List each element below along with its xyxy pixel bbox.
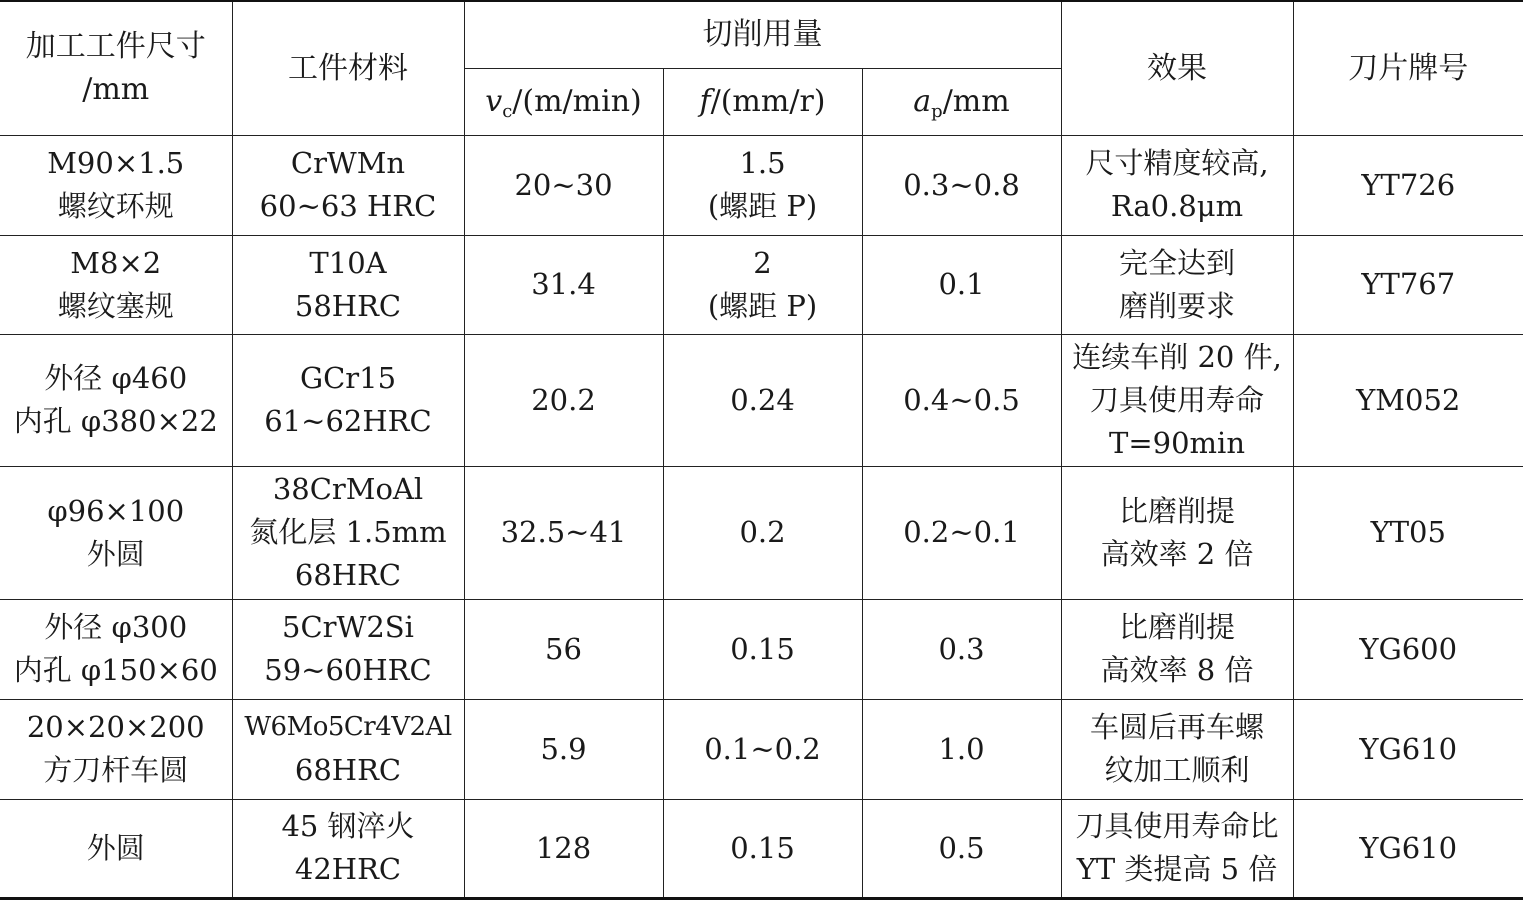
- cell-insert-grade: YM052: [1293, 334, 1523, 466]
- header-insert-grade: 刀片牌号: [1293, 1, 1523, 135]
- cell-material: W6Mo5Cr4V2Al 68HRC: [232, 699, 464, 799]
- cell-material: GCr15 61~62HRC: [232, 334, 464, 466]
- table-row: [0, 599, 1523, 699]
- cell-effect: 比磨削提 高效率 2 倍: [1061, 466, 1293, 599]
- cell-size: 外径 φ300 内孔 φ150×60: [0, 599, 232, 699]
- cell-material: T10A 58HRC: [232, 235, 464, 334]
- cell-material: 5CrW2Si 59~60HRC: [232, 599, 464, 699]
- cell-size: 20×20×200 方刀杆车圆: [0, 699, 232, 799]
- cell-feed: 0.24: [663, 334, 862, 466]
- cell-size: M90×1.5 螺纹环规: [0, 135, 232, 235]
- cell-effect: 刀具使用寿命比 YT 类提高 5 倍: [1061, 799, 1293, 898]
- cell-insert-grade: YG610: [1293, 799, 1523, 898]
- table-row: [0, 334, 1523, 466]
- cell-size: φ96×100 外圆: [0, 466, 232, 599]
- cell-depth-of-cut: 0.5: [862, 799, 1061, 898]
- cell-feed: 0.15: [663, 599, 862, 699]
- table-row: [0, 799, 1523, 898]
- header-cutting-parameters: 切削用量: [464, 1, 1061, 68]
- header-workpiece-size: 加工工件尺寸 /mm: [0, 1, 232, 135]
- cell-insert-grade: YT05: [1293, 466, 1523, 599]
- cell-insert-grade: YG610: [1293, 699, 1523, 799]
- cell-effect: 车圆后再车螺 纹加工顺利: [1061, 699, 1293, 799]
- cell-cutting-speed: 20.2: [464, 334, 663, 466]
- cell-insert-grade: YT726: [1293, 135, 1523, 235]
- cell-material: 45 钢淬火 42HRC: [232, 799, 464, 898]
- cell-effect: 尺寸精度较高, Ra0.8μm: [1061, 135, 1293, 235]
- table-row: [0, 466, 1523, 599]
- cell-cutting-speed: 56: [464, 599, 663, 699]
- cell-material: CrWMn 60~63 HRC: [232, 135, 464, 235]
- header-workpiece-material: 工件材料: [232, 1, 464, 135]
- cell-cutting-speed: 32.5~41: [464, 466, 663, 599]
- cell-cutting-speed: 20~30: [464, 135, 663, 235]
- cell-depth-of-cut: 0.1: [862, 235, 1061, 334]
- table-row: [0, 135, 1523, 235]
- cell-feed: 0.2: [663, 466, 862, 599]
- table-row: [0, 235, 1523, 334]
- header-cutting-speed: $v_c/(m/\min)$: [464, 68, 663, 135]
- cell-feed: 0.15: [663, 799, 862, 898]
- cell-effect: 连续车削 20 件, 刀具使用寿命 T=90min: [1061, 334, 1293, 466]
- cell-depth-of-cut: 0.3: [862, 599, 1061, 699]
- header-depth-of-cut: $a_p/mm$: [862, 68, 1061, 135]
- table-row: [0, 699, 1523, 799]
- cell-material: 38CrMoAl 氮化层 1.5mm 68HRC: [232, 466, 464, 599]
- cell-cutting-speed: 31.4: [464, 235, 663, 334]
- cell-cutting-speed: 128: [464, 799, 663, 898]
- cell-feed: 0.1~0.2: [663, 699, 862, 799]
- cell-depth-of-cut: 0.2~0.1: [862, 466, 1061, 599]
- cell-feed: 1.5 (螺距 P): [663, 135, 862, 235]
- cell-insert-grade: YT767: [1293, 235, 1523, 334]
- header-effect: 效果: [1061, 1, 1293, 135]
- cell-depth-of-cut: 0.4~0.5: [862, 334, 1061, 466]
- cell-depth-of-cut: 0.3~0.8: [862, 135, 1061, 235]
- cell-size: 外圆: [0, 799, 232, 898]
- header-feed: f/(mm/r): [663, 68, 862, 135]
- cell-feed: 2 (螺距 P): [663, 235, 862, 334]
- cell-depth-of-cut: 1.0: [862, 699, 1061, 799]
- cell-effect: 比磨削提 高效率 8 倍: [1061, 599, 1293, 699]
- cell-size: M8×2 螺纹塞规: [0, 235, 232, 334]
- cell-insert-grade: YG600: [1293, 599, 1523, 699]
- cell-size: 外径 φ460 内孔 φ380×22: [0, 334, 232, 466]
- cell-effect: 完全达到 磨削要求: [1061, 235, 1293, 334]
- cell-cutting-speed: 5.9: [464, 699, 663, 799]
